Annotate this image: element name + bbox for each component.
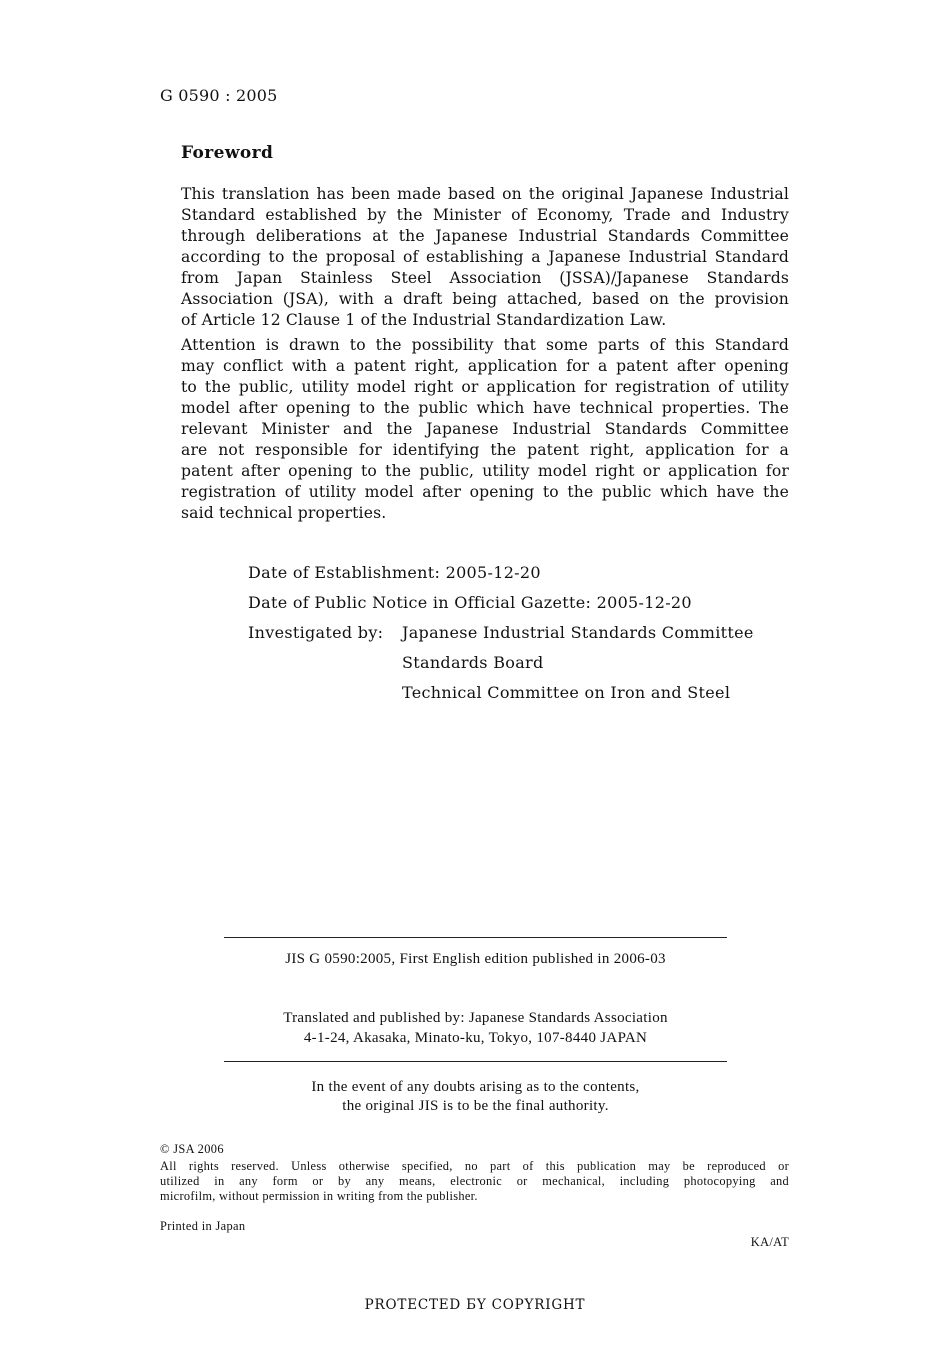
paragraph-line: are not responsible for identifying the patent right, application for a [181,441,789,459]
edition-line: JIS G 0590:2005, First English edition published in 2006-03 [285,951,666,967]
copyright-holder: © JSA 2006 [160,1142,224,1156]
publisher-address: 4-1-24, Akasaka, Minato-ku, Tokyo, 107-8440 JAPAN [303,1030,648,1046]
paragraph-line: model after opening to the public which have technical properties. The [181,399,789,417]
establishment-date: Date of Establishment: 2005-12-20 [248,563,541,582]
paragraph-line: Attention is drawn to the possibility that some parts of this Standard [181,336,789,354]
public-notice-date: Date of Public Notice in Official Gazette: 2005-12-20 [248,593,692,612]
investigator-technical-committee: Technical Committee on Iron and Steel [402,683,731,702]
investigated-by-label: Investigated by: [248,623,384,642]
paragraph-line: This translation has been made based on the original Japanese Industrial [181,185,789,203]
foreword-paragraph-1 [181,184,789,331]
paragraph-line: patent after opening to the public, utility model right or application for [181,462,789,480]
publisher-line: Translated and published by: Japanese Standards Association [283,1010,668,1026]
paragraph-line: may conflict with a patent right, application for a patent after opening [181,357,789,375]
foreword-paragraph-2 [181,335,789,524]
authority-notice-line-2: the original JIS is to be the final authority. [342,1098,609,1114]
paragraph-line: from Japan Stainless Steel Association (JSSA)/Japanese Standards [181,269,789,287]
paragraph-line: Standard established by the Minister of Economy, Trade and Industry [181,206,789,224]
document-code-ka-at: KA/AT [750,1235,789,1249]
paragraph-line: relevant Minister and the Japanese Industrial Standards Committee [181,420,789,438]
printed-in: Printed in Japan [160,1219,246,1233]
rights-line: utilized in any form or by any means, electronic or mechanical, including photocopying and [160,1174,789,1188]
paragraph-line: registration of utility model after opening to the public which have the [181,483,789,501]
divider-top [224,937,727,938]
document-code: G 0590 : 2005 [160,86,278,105]
paragraph-line: according to the proposal of establishing a Japanese Industrial Standard [181,248,789,266]
rights-line: All rights reserved. Unless otherwise specified, no part of this publication may be reproduced or [160,1159,789,1173]
rights-line: microfilm, without permission in writing from the publisher. [160,1189,478,1203]
foreword-title: Foreword [181,143,274,163]
authority-notice-line-1: In the event of any doubts arising as to the contents, [311,1079,640,1095]
investigator-board: Standards Board [402,653,544,672]
investigator-committee: Japanese Industrial Standards Committee [402,623,754,642]
paragraph-line: through deliberations at the Japanese Industrial Standards Committee [181,227,789,245]
protected-by-copyright-footer: PROTECTED БY COPYRIGHT [364,1297,586,1313]
paragraph-line: of Article 12 Clause 1 of the Industrial Standardization Law. [181,311,667,329]
paragraph-line: to the public, utility model right or application for registration of utility [181,378,789,396]
paragraph-line: Association (JSA), with a draft being attached, based on the provision [181,290,789,308]
rights-statement [160,1159,789,1204]
paragraph-line: said technical properties. [181,504,387,522]
divider-bottom [224,1061,727,1062]
